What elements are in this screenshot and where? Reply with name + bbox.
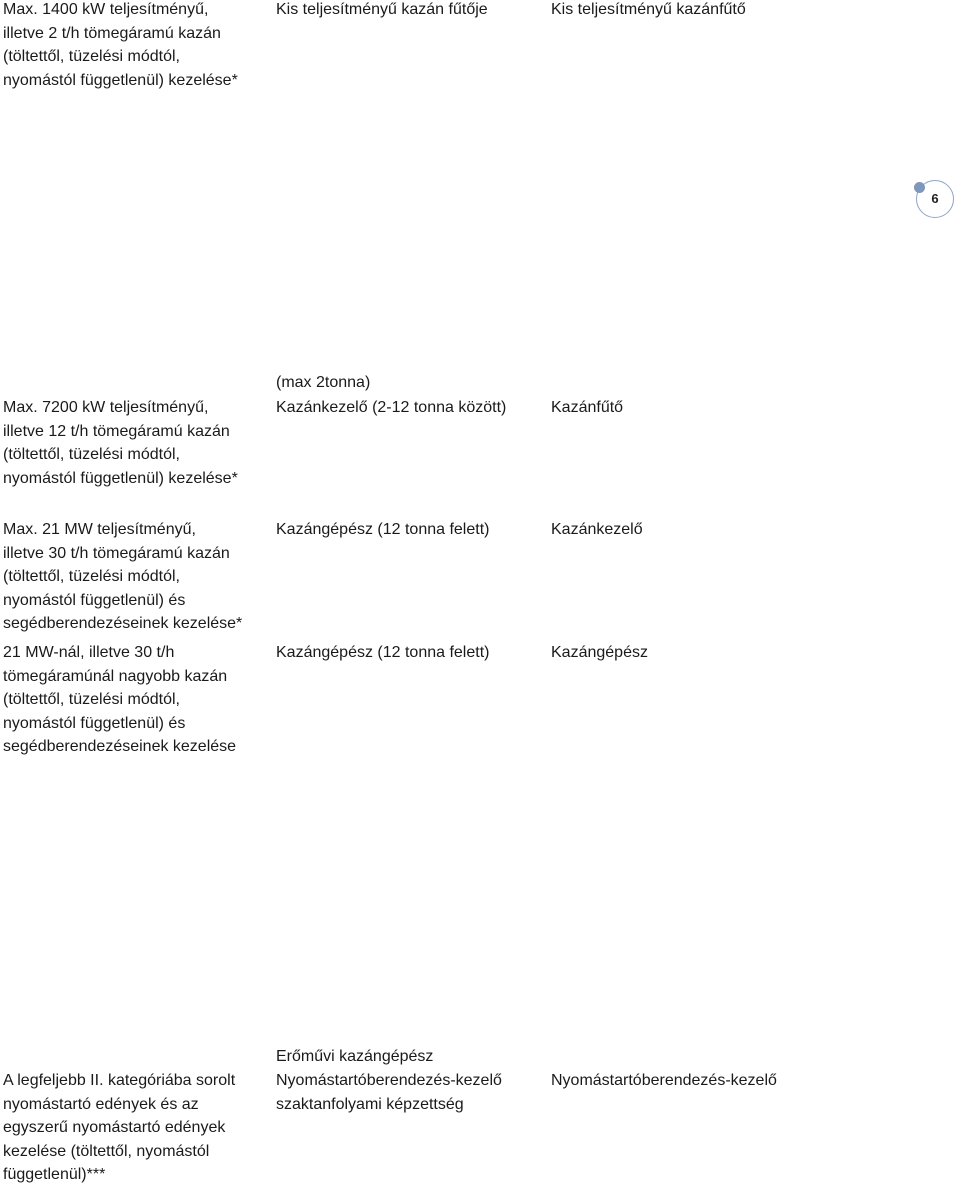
row-3-new-qualification: Kazánkezelő [551,521,643,538]
row-4-new-qualification: Kazángépész [551,644,648,661]
row-2-current-qualification: Kazánkezelő (2-12 tonna között) [276,399,507,416]
row-1-operation-description: Max. 1400 kW teljesítményű, illetve 2 t/h tömegáramú kazán (töltettől, tüzelési módtól, nyomástól függetlenül) kezelése* [3,1,238,89]
row-4-operation-description: 21 MW-nál, illetve 30 t/h tömegáramúnál nagyobb kazán (töltettől, tüzelési módtól, nyomástól függetlenül) és segédberendezéseinek kezelése [3,644,237,755]
row-5-qualification-note: Erőművi kazángépész [276,1048,434,1065]
row-3-operation-description: Max. 21 MW teljesítményű, illetve 30 t/h tömegáramú kazán (töltettől, tüzelési módtól, nyomástól függetlenül) és segédberendezéseinek kezelése* [3,521,243,632]
row-2-qualification-note: (max 2tonna) [276,374,371,391]
page-badge-dot-icon [914,182,925,193]
row-3-current-qualification: Kazángépész (12 tonna felett) [276,521,490,538]
row-1-current-qualification: Kis teljesítményű kazán fűtője [276,1,488,18]
row-1-new-qualification: Kis teljesítményű kazánfűtő [551,1,746,18]
page-number: 6 [931,191,939,207]
row-5-operation-description: A legfeljebb II. kategóriába sorolt nyomástartó edények és az egyszerű nyomástartó edények kezelése (töltettől, nyomástól függetlenül)*** [3,1072,236,1183]
row-2-new-qualification: Kazánfűtő [551,399,624,416]
row-4-current-qualification: Kazángépész (12 tonna felett) [276,644,490,661]
row-5-new-qualification: Nyomástartóberendezés-kezelő [551,1072,777,1089]
row-2-operation-description: Max. 7200 kW teljesítményű, illetve 12 t/h tömegáramú kazán (töltettől, tüzelési módtól, nyomástól függetlenül) kezelése* [3,399,238,487]
row-5-current-qualification: Nyomástartóberendezés-kezelő szaktanfolyami képzettség [276,1072,502,1113]
